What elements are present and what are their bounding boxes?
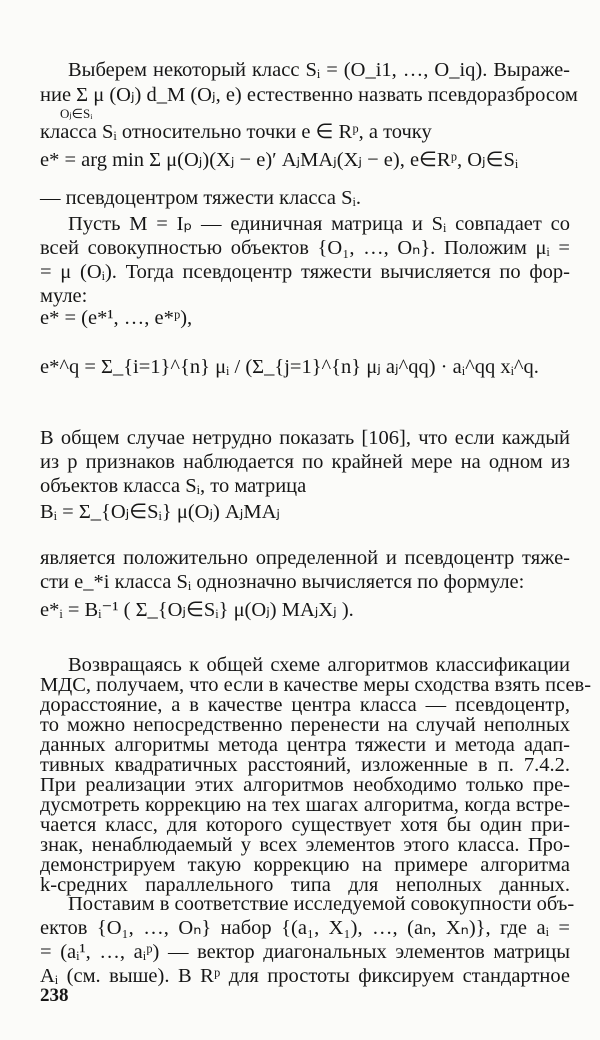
page-number: 238 [40, 985, 69, 1006]
formula-b-matrix: Bᵢ = Σ_{Oⱼ∈Sᵢ} μ(Oⱼ) AⱼMAⱼ [40, 501, 280, 523]
text-line: Aᵢ (см. выше). В Rᵖ для простоты фиксируем стандартное [40, 965, 570, 987]
sum-index: Oⱼ∈Sᵢ [60, 106, 93, 121]
text-line: Возвращаясь к общей схеме алгоритмов классификации [68, 654, 570, 676]
text-line: = μ (Oᵢ). Тогда псевдоцентр тяжести вычисляется по фор- [40, 261, 570, 283]
text-line: чается класс, для которого существует хотя бы один при- [40, 814, 570, 836]
text-line: МДС, получаем, что если в качестве меры сходства взять псев- [40, 674, 592, 696]
formula-pseudocenter: e* = arg min Σ μ(Oⱼ)(Xⱼ − e)′ AⱼMAⱼ(Xⱼ − e), e∈Rᵖ, Oⱼ∈Sᵢ [40, 149, 519, 171]
text-line: — псевдоцентром тяжести класса Sᵢ. [40, 187, 361, 209]
text-line: объектов класса Sᵢ, то матрица [40, 475, 307, 497]
text-line: дусмотреть коррекцию на тех шагах алгоритма, когда встре- [40, 794, 570, 816]
text-line: тивных квадратичных расстояний, изложенные в п. 7.4.2. [40, 754, 570, 776]
text-line: демонстрируем такую коррекцию на примере алгоритма [40, 854, 570, 876]
text-line: = (aᵢ¹, …, aᵢᵖ) — вектор диагональных элементов матрицы [40, 941, 570, 963]
text-line: Поставим в соответствие исследуемой совокупности объ- [68, 893, 575, 915]
formula-e-star-i: e*ᵢ = Bᵢ⁻¹ ( Σ_{Oⱼ∈Sᵢ} μ(Oⱼ) MAⱼXⱼ ). [40, 599, 354, 621]
text-line: При реализации этих алгоритмов необходимо только пре- [40, 774, 570, 796]
text-line: всей совокупностью объектов {O₁, …, Oₙ}. Положим μᵢ = [40, 237, 570, 259]
text-line: из p признаков наблюдается по крайней мере на одном из [40, 451, 570, 473]
text-line: сти e_*i класса Sᵢ однозначно вычисляется по формуле: [40, 571, 525, 593]
text-line: Выберем некоторый класс Sᵢ = (O_i1, …, O_iq). Выраже- [68, 59, 570, 81]
formula-e-vector: e* = (e*¹, …, e*ᵖ), [40, 307, 193, 329]
text-line: знак, ненаблюдаемый у всех элементов этого класса. Про- [40, 834, 570, 856]
text-line: муле: [40, 285, 88, 307]
text-line: В общем случае нетрудно показать [106], что если каждый [40, 427, 570, 449]
text-line: Пусть M = Iₚ — единичная матрица и Sᵢ совпадает со [68, 213, 570, 235]
text-line: то можно непосредственно перенести на случай неполных [40, 714, 570, 736]
text-line: k-средних параллельного типа для неполных данных. [40, 874, 570, 896]
text-line: данных алгоритмы метода центра тяжести и метода адап- [40, 734, 570, 756]
text-line: класса Sᵢ относительно точки e ∈ Rᵖ, а точку [40, 121, 432, 143]
text-line: ектов {O₁, …, Oₙ} набор {(a₁, X₁), …, (aₙ, Xₙ)}, где aᵢ = [40, 917, 570, 939]
formula-e-q: e*^q = Σ_{i=1}^{n} μᵢ / (Σ_{j=1}^{n} μⱼ aⱼ^qq) · aᵢ^qq xᵢ^q. [40, 356, 539, 378]
text-line: является положительно определенной и псевдоцентр тяже- [40, 547, 570, 569]
text-line: дорасстояние, а в качестве центра класса — псевдоцентр, [40, 694, 570, 716]
text-line: ние Σ μ (Oⱼ) d_M (Oⱼ, e) естественно назвать псевдоразбросом [40, 84, 578, 106]
